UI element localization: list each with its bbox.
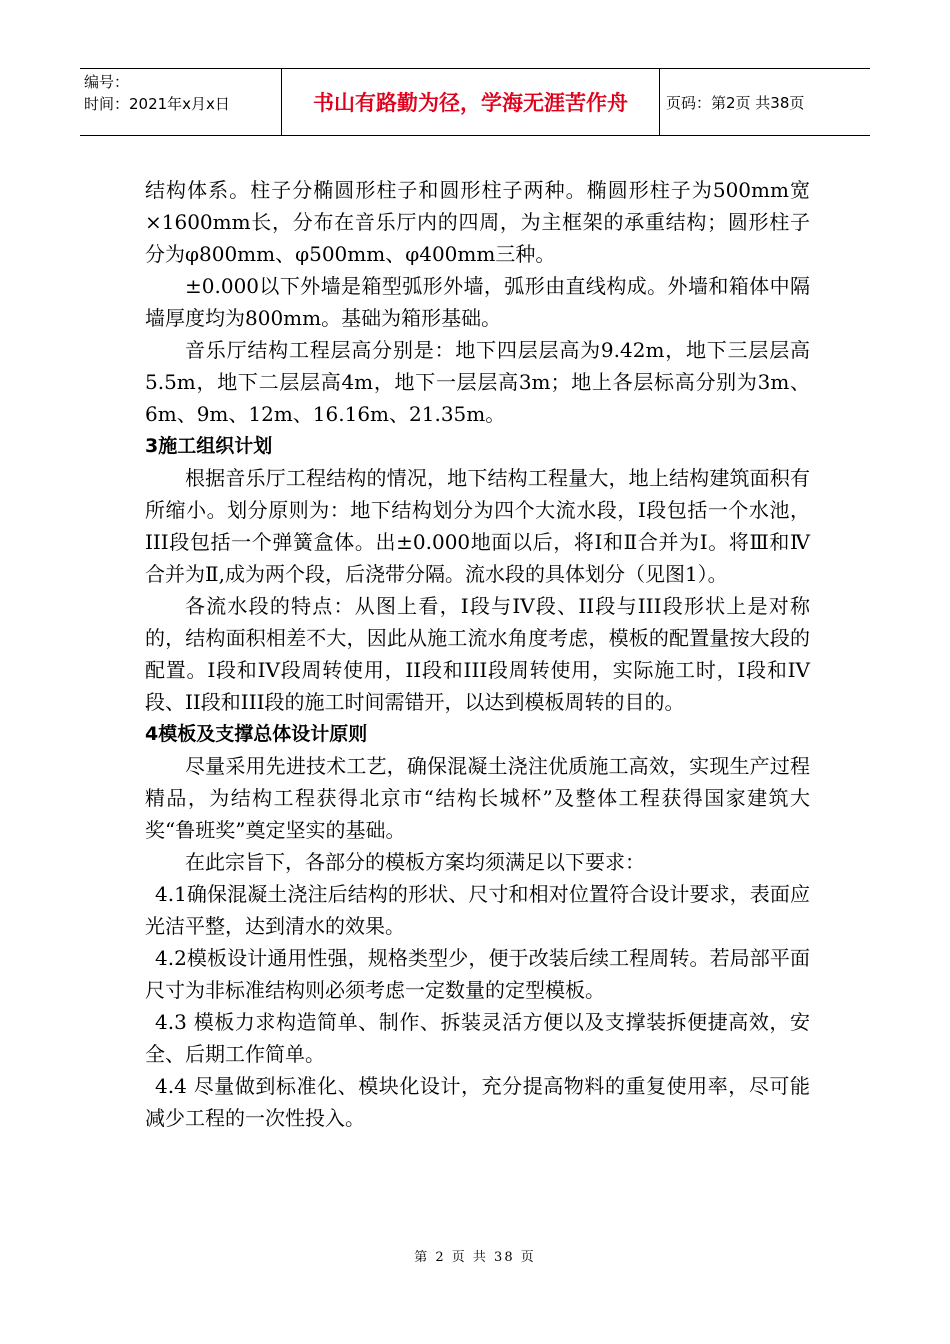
section-heading-construction-plan: 3施工组织计划 (145, 435, 273, 457)
paragraph-requirements-intro: 在此宗旨下，各部分的模板方案均须满足以下要求： (185, 850, 645, 874)
requirement-4-1: 4.1确保混凝土浇注后结构的形状、尺寸和相对位置符合设计要求，表面应光洁平整，达到清水的效果。 (145, 882, 810, 938)
paragraph-structure-system: 结构体系。柱子分椭圆形柱子和圆形柱子两种。椭圆形柱子为500mm宽×1600mm长，分布在音乐厅内的四周，为主框架的承重结构；圆形柱子分为φ800mm、φ500mm、φ400mm三种。 (145, 178, 810, 266)
section-heading-formwork-principles: 4模板及支撑总体设计原则 (145, 723, 368, 745)
paragraph-floor-heights: 音乐厅结构工程层高分别是：地下四层层高为9.42m，地下三层层高5.5m，地下二层层高4m，地下一层层高3m；地上各层标高分别为3m、6m、9m、12m、16.16m、21.35m。 (145, 338, 810, 426)
document-date: 时间：2021年x月x日 (84, 95, 230, 113)
header-meta (80, 69, 282, 135)
page-header (80, 68, 870, 136)
requirement-4-4: 4.4 尽量做到标准化、模块化设计，充分提高物料的重复使用率，尽可能减少工程的一次性投入。 (145, 1074, 810, 1130)
paragraph-flow-sections: 根据音乐厅工程结构的情况，地下结构工程量大，地上结构建筑面积有所缩小。划分原则为：地下结构划分为四个大流水段，I段包括一个水池，III段包括一个弹簧盒体。出±0.000地面以后，将Ⅰ和Ⅱ合并为Ⅰ。将Ⅲ和Ⅳ合并为Ⅱ,成为两个段，后浇带分隔。流水段的具体划分（见图1）。 (145, 466, 810, 586)
paragraph-section-features: 各流水段的特点：从图上看，I段与IV段、II段与III段形状上是对称的，结构面积相差不大，因此从施工流水角度考虑，模板的配置量按大段的配置。I段和IV段周转使用，II段和III段周转使用，实际施工时，I段和IV段、II段和III段的施工时间需错开，以达到模板周转的目的。 (145, 594, 810, 714)
page-footer: 第 2 页 共 38 页 (414, 1250, 536, 1265)
paragraph-principle-intro: 尽量采用先进技术工艺，确保混凝土浇注优质施工高效，实现生产过程精品，为结构工程获得北京市“结构长城杯”及整体工程获得国家建筑大奖“鲁班奖”奠定坚实的基础。 (145, 754, 810, 842)
requirement-4-2: 4.2模板设计通用性强，规格类型少，便于改装后续工程周转。若局部平面尺寸为非标准结构则必须考虑一定数量的定型模板。 (145, 946, 810, 1002)
header-motto: 书山有路勤为径，学海无涯苦作舟 (282, 69, 660, 135)
document-body (145, 174, 810, 1134)
header-page-code: 页码：第2页 共38页 (666, 93, 805, 112)
paragraph-exterior-walls: ±0.000以下外墙是箱型弧形外墙，弧形由直线构成。外墙和箱体中隔墙厚度均为800mm。基础为箱形基础。 (145, 274, 810, 330)
requirement-4-3: 4.3 模板力求构造简单、制作、拆装灵活方便以及支撑装拆便捷高效，安全、后期工作简单。 (145, 1010, 810, 1066)
document-number-label: 编号： (84, 73, 130, 91)
